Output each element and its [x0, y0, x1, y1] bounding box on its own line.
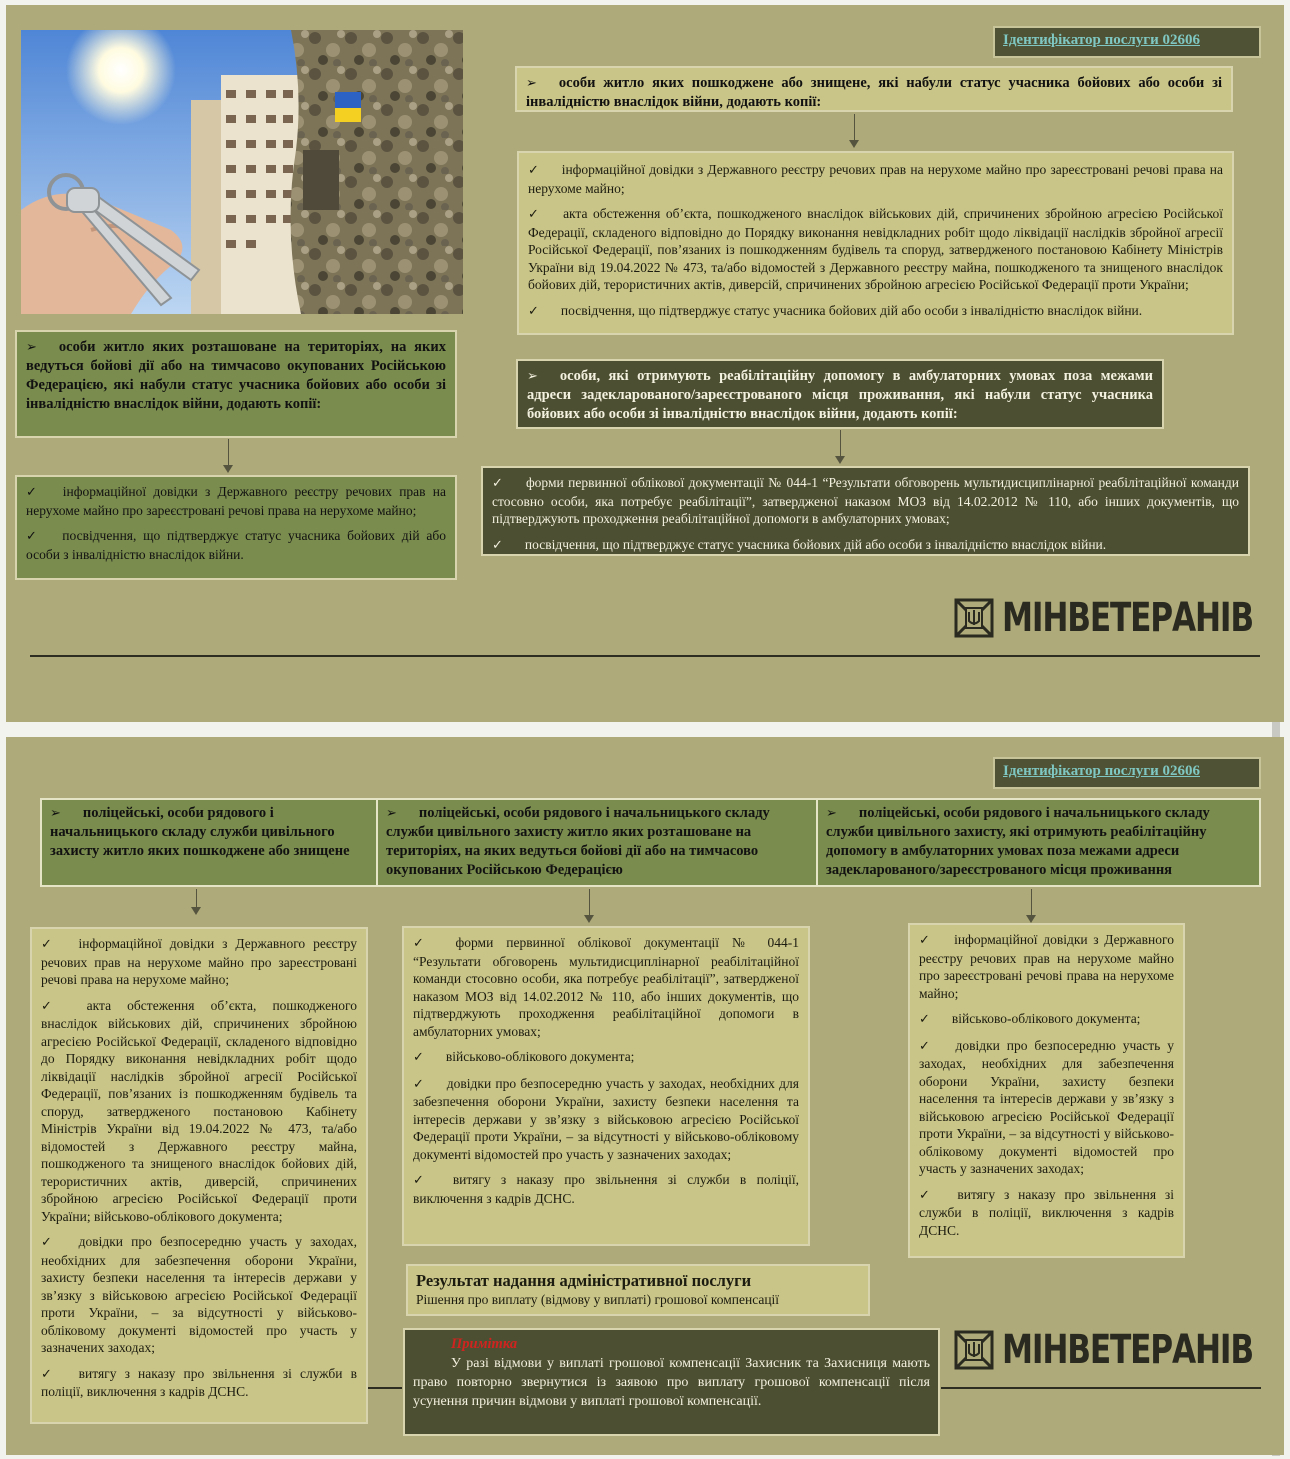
checkmark-icon: ✓	[413, 1076, 425, 1092]
checkmark-icon: ✓	[26, 529, 41, 544]
connector-arrow	[854, 114, 855, 146]
checkmark-icon: ✓	[919, 1187, 936, 1203]
list-item: ✓ довідки про безпосередню участь у заходах, необхідних для забезпечення оборони України, захисту безпеки населення та інтересів держави у зв’язку з військовою агресією Російської Федерації проти України, – за відсутності у військово-обліковому документі відомостей про участь у зазначених заходах;	[413, 1075, 799, 1162]
arrow-right-icon: ➢	[826, 806, 837, 821]
ministry-logo	[952, 1327, 1290, 1373]
result-box	[406, 1264, 870, 1316]
list-item: ✓ форми первинної облікової документації № 044-1 “Результати обговорень мультидисциплінарної реабілітаційної команди стосовно особи, яка потребує реабілітації”, затвердженої наказом МОЗ від 14.02.2012 № 110, або інших документів, що підтверджують проходження реабілітаційної допомоги в амбулаторних умовах;	[413, 935, 799, 1039]
checkmark-icon: ✓	[528, 207, 542, 222]
list-item: ✓ акта обстеження об’єкта, пошкодженого внаслідок військових дій, спричинених збройною агресією Російської Федерації, складеного відповідно до Порядку виконання невідкладних робіт щодо ліквідації наслідків збройної агресії Російської Федерації, пов’язаних із пошкодженням будівель та споруд, затвердженого постановою Кабінету Міністрів України від 19.04.2022 № 473, та/або відомостей з Державного реєстру майна, пошкодженого та знищеного внаслідок бойових дій, терористичних актів, диверсій, спричинених збройною агресією Російської Федерації проти України;	[528, 206, 1223, 292]
list-item: ✓ довідки про безпосередню участь у заходах, необхідних для забезпечення оборони України, захисту безпеки населення та інтересів держави у зв’язку з військовою агресією Російської Федерації проти України, – за відсутності у військово-обліковому документі відомостей про участь у зазначених заходах;	[919, 1037, 1174, 1176]
arrow-right-icon: ➢	[527, 369, 538, 384]
left-header-occupied-territories	[15, 330, 457, 438]
keys-soldier-photo	[21, 30, 463, 314]
list-item: ✓ витягу з наказу про звільнення зі служби в поліції, виключення з кадрів ДСНС.	[41, 1365, 357, 1399]
ministry-emblem-icon	[952, 596, 996, 640]
col3-documents-list	[908, 923, 1185, 1258]
checkmark-icon: ✓	[492, 476, 504, 491]
checkmark-icon: ✓	[41, 998, 65, 1014]
right-header-1-text: особи житло яких пошкоджене або знищене, які набули статус учасника бойових або особи зі інвалідністю внаслідок війни, додають копії:	[526, 75, 1222, 110]
ministry-logo	[952, 595, 1290, 641]
checkmark-icon: ✓	[919, 933, 933, 948]
list-item: ✓ військово-облікового документа;	[919, 1011, 1141, 1027]
service-id[interactable]: Ідентифікатор послуги 02606	[993, 26, 1261, 58]
right-header-rehabilitation	[516, 359, 1164, 429]
result-title: Результат надання адміністративної послуги	[416, 1271, 752, 1290]
checkmark-icon: ✓	[492, 537, 503, 553]
checkmark-icon: ✓	[413, 936, 434, 951]
result-text: Рішення про виплату (відмову у виплаті) грошової компенсації	[416, 1292, 780, 1307]
right-documents-list-2	[481, 466, 1250, 556]
checkmark-icon: ✓	[919, 1012, 930, 1027]
logo-text: МІНВЕТЕРАНІВ	[1002, 595, 1253, 641]
checkmark-icon: ✓	[41, 937, 57, 952]
checkmark-icon: ✓	[41, 1235, 57, 1250]
checkmark-icon: ✓	[528, 163, 540, 178]
list-item: ✓ витягу з наказу про звільнення зі служби в поліції, виключення з кадрів ДСНС.	[413, 1172, 799, 1206]
connector-line	[368, 1387, 402, 1389]
right-header-damaged-housing	[515, 66, 1233, 112]
list-item: ✓ інформаційної довідки з Державного реєстру речових прав на нерухоме майно про зареєстровані речові права на нерухоме майно;	[528, 162, 1223, 196]
list-item: ✓ військово-облікового документа;	[413, 1049, 635, 1065]
list-item: ✓ акта обстеження об’єкта, пошкодженого внаслідок військових дій, спричинених збройною агресією Російської Федерації, складеного відповідно до Порядку виконання невідкладних робіт щодо ліквідації наслідків збройної агресії Російської Федерації, пов’язаних із пошкодженням будівель та споруд, затвердженого постановою Кабінету Міністрів України від 19.04.2022 № 473, та/або відомостей з Державного реєстру майна, пошкодженого та знищеного внаслідок бойових дій, терористичних актів, диверсій, спричинених збройною агресією Російської Федерації проти України; військово-облікового документа;	[41, 997, 357, 1224]
arrow-right-icon: ➢	[386, 806, 397, 821]
checkmark-icon: ✓	[413, 1173, 431, 1188]
page-2	[6, 737, 1284, 1455]
left-header-text: особи житло яких розташоване на територіях, на яких ведуться бойові дії або на тимчасово окупованих Російською Федерацією, які набули статус учасника бойових або особи зі інвалідністю внаслідок війни, додають копії:	[26, 339, 446, 412]
left-documents-list	[15, 475, 457, 580]
header-occupied-territories: ➢ поліцейські, особи рядового і начальницького складу служби цивільного захисту житло яких розташоване на територіях, на яких ведуться бойові дії або на тимчасово окупованих Російською Федерацією	[376, 798, 818, 887]
list-item: ✓ інформаційної довідки з Державного реєстру речових прав на нерухоме майно про зареєстровані речові права на нерухоме майно;	[919, 932, 1174, 1001]
header-damaged-housing: ➢ поліцейські, особи рядового і начальницького складу служби цивільного захисту житло яких пошкоджене або знищене	[40, 798, 378, 887]
note-title: Примітка	[451, 1336, 518, 1352]
page-1	[6, 5, 1284, 722]
arrow-right-icon: ➢	[26, 340, 37, 355]
note-box	[403, 1328, 940, 1436]
divider	[941, 1387, 1261, 1389]
ministry-emblem-icon	[952, 1328, 996, 1372]
connector-arrow	[589, 889, 590, 921]
list-item: ✓ довідки про безпосередню участь у заходах, необхідних для забезпечення оборони України, захисту безпеки населення та інтересів держави у зв’язку з військовою агресією Російської Федерації проти України, – за відсутності у військово-обліковому документі відомостей про участь у зазначених заходах;	[41, 1234, 357, 1355]
right-header-2-text: особи, які отримують реабілітаційну допомогу в амбулаторних умовах поза межами адреси задекларованого/зареєстрованого місця проживання, які набули статус учасника бойових або особи зі інвалідністю внаслідок війни, додають копії:	[527, 368, 1153, 422]
list-item: ✓ посвідчення, що підтверджує статус учасника бойових дій або особи з інвалідністю внаслідок війни.	[528, 302, 1143, 319]
checkmark-icon: ✓	[26, 485, 41, 500]
arrow-right-icon: ➢	[526, 76, 537, 91]
connector-arrow	[1031, 889, 1032, 921]
connector-arrow	[228, 439, 229, 471]
list-item: ✓ форми первинної облікової документації № 044-1 “Результати обговорень мультидисциплінарної реабілітаційної команди стосовно особи, яка потребує реабілітації”, затвердженої наказом МОЗ від 14.02.2012 № 110, або інших документів, що підтверджують проходження реабілітаційної допомоги в амбулаторних умовах;	[492, 475, 1239, 526]
note-text: У разі відмови у виплаті грошової компенсації Захисник та Захисниця мають право повторно звернутися із заявою про виплату грошової компенсації після усунення причин відмови у виплаті грошової компенсації.	[413, 1356, 930, 1409]
checkmark-icon: ✓	[41, 1366, 57, 1382]
divider	[30, 655, 1260, 657]
checkmark-icon: ✓	[413, 1050, 424, 1065]
list-item: ✓ посвідчення, що підтверджує статус учасника бойових дій або особи з інвалідністю внаслідок війни.	[26, 528, 446, 562]
connector-arrow	[840, 430, 841, 462]
checkmark-icon: ✓	[528, 303, 539, 319]
arrow-right-icon: ➢	[50, 806, 61, 821]
right-documents-list-1	[517, 151, 1234, 335]
list-item: ✓ витягу з наказу про звільнення зі служби в поліції, виключення з кадрів ДСНС.	[919, 1186, 1174, 1238]
header-rehabilitation: ➢ поліцейські, особи рядового і начальницького складу служби цивільного захисту, які отримують реабілітаційну допомогу в амбулаторних умовах поза межами адреси задекларованого/зареєстрованого місця проживання	[816, 798, 1261, 887]
col2-documents-list	[402, 926, 810, 1246]
connector-arrow	[196, 889, 197, 913]
list-item: ✓ інформаційної довідки з Державного реєстру речових прав на нерухоме майно про зареєстровані речові права на нерухоме майно;	[26, 484, 446, 518]
col1-documents-list	[30, 927, 368, 1424]
service-id[interactable]: Ідентифікатор послуги 02606	[993, 757, 1261, 789]
checkmark-icon: ✓	[919, 1038, 934, 1054]
list-item: ✓ посвідчення, що підтверджує статус учасника бойових дій або особи з інвалідністю внаслідок війни.	[492, 536, 1107, 553]
logo-text: МІНВЕТЕРАНІВ	[1002, 1327, 1253, 1373]
list-item: ✓ інформаційної довідки з Державного реєстру речових прав на нерухоме майно про зареєстровані речові права на нерухоме майно;	[41, 936, 357, 987]
